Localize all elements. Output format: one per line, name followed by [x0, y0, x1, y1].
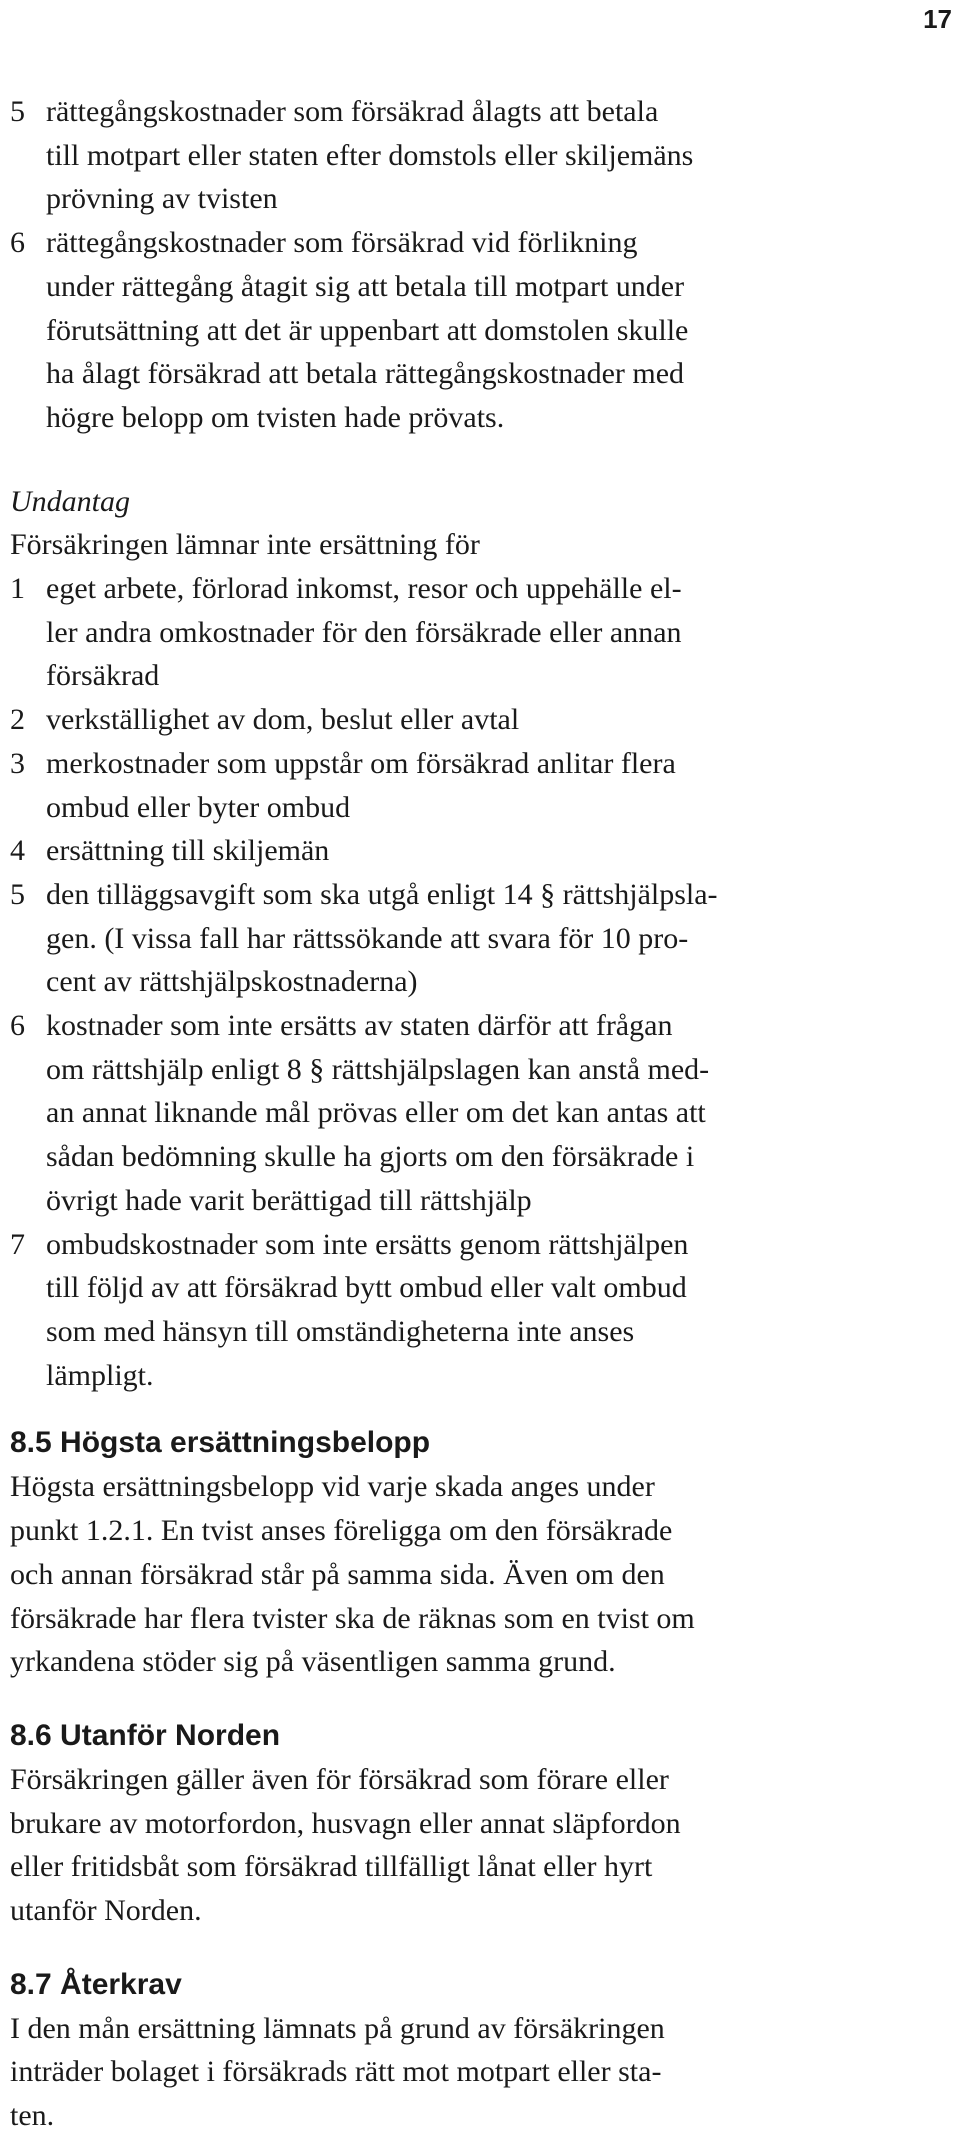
list-item-number: 4 [10, 834, 25, 868]
page-number: 17 [923, 4, 952, 34]
document-body [10, 90, 910, 2138]
exceptions-list [10, 567, 910, 1397]
list-item [10, 221, 910, 440]
list-item [10, 1223, 910, 1398]
list-item-number: 6 [10, 1009, 25, 1043]
list-item-text: eget arbete, förlorad inkomst, resor och uppehälle el- ler andra omkostnader för den försäkrade eller annan försäkrad [46, 572, 682, 693]
list-item-text: kostnader som inte ersätts av staten därför att frågan om rättshjälp enligt 8 § rättshjälpslagen kan anstå med- an annat liknande mål prövas eller om det kan antas att sådan bedömning skulle ha gjorts om den försäkrade i övrigt hade varit berättigad till rättshjälp [46, 1009, 710, 1217]
list-item [10, 698, 910, 742]
section-body: Försäkringen gäller även för försäkrad som förare eller brukare av motorfordon, husvagn eller annat släpfordon eller fritidsbåt som försäkrad tillfälligt lånat eller hyrt utanför Norden. [10, 1762, 681, 1928]
list-item [10, 742, 910, 829]
list-item-text: verkställighet av dom, beslut eller avtal [46, 703, 520, 737]
list-item-number: 2 [10, 703, 25, 737]
section-body: I den mån ersättning lämnats på grund av försäkringen inträder bolaget i försäkrads rätt mot motpart eller sta- ten. [10, 2011, 665, 2133]
list-item-number: 7 [10, 1227, 25, 1261]
list-item-number: 5 [10, 877, 25, 911]
list-item [10, 1004, 910, 1223]
section-heading: 8.7 Återkrav [10, 1967, 182, 2001]
list-item-number: 3 [10, 746, 25, 780]
exceptions-heading: Undantag [10, 484, 130, 518]
list-item [10, 873, 910, 1004]
list-item-text: den tilläggsavgift som ska utgå enligt 14 § rättshjälpsla- gen. (I vissa fall har rättssökande att svara för 10 pro- cent av rättshjälpskostnaderna) [46, 877, 718, 999]
cost-list [10, 90, 910, 440]
list-item-number: 1 [10, 572, 25, 606]
section-heading: 8.5 Högsta ersättningsbelopp [10, 1426, 431, 1460]
list-item-text: merkostnader som uppstår om försäkrad anlitar flera ombud eller byter ombud [46, 746, 676, 824]
list-item-text: ersättning till skiljemän [46, 834, 330, 868]
list-item-number: 5 [10, 95, 25, 128]
list-item [10, 567, 910, 698]
list-item [10, 829, 910, 873]
list-item-text: ombudskostnader som inte ersätts genom rättshjälpen till följd av att försäkrad bytt ombud eller valt ombud som med hänsyn till omständigheterna inte anses lämpligt. [46, 1227, 689, 1392]
list-item-text: rättegångskostnader som försäkrad vid förlikning under rättegång åtagit sig att betala till motpart under förutsättning att det är uppenbart att domstolen skulle ha ålagt försäkrad att betala rättegångskostnader med högre belopp om tvisten hade prövats. [46, 226, 689, 434]
section-heading: 8.6 Utanför Norden [10, 1718, 281, 1752]
list-item-number: 6 [10, 226, 25, 260]
section-body: Högsta ersättningsbelopp vid varje skada anges under punkt 1.2.1. En tvist anses föreligga om den försäkrade och annan försäkrad står på samma sida. Även om den försäkrade har flera tvister ska de räknas som en tvist om yrkandena stöder sig på väsentligen samma grund. [10, 1470, 695, 1679]
list-item-text: rättegångskostnader som försäkrad ålagts att betala till motpart eller staten efter domstols eller skiljemäns prövning av tvisten [46, 95, 694, 216]
list-item [10, 90, 910, 221]
exceptions-intro: Försäkringen lämnar inte ersättning för [10, 528, 480, 562]
